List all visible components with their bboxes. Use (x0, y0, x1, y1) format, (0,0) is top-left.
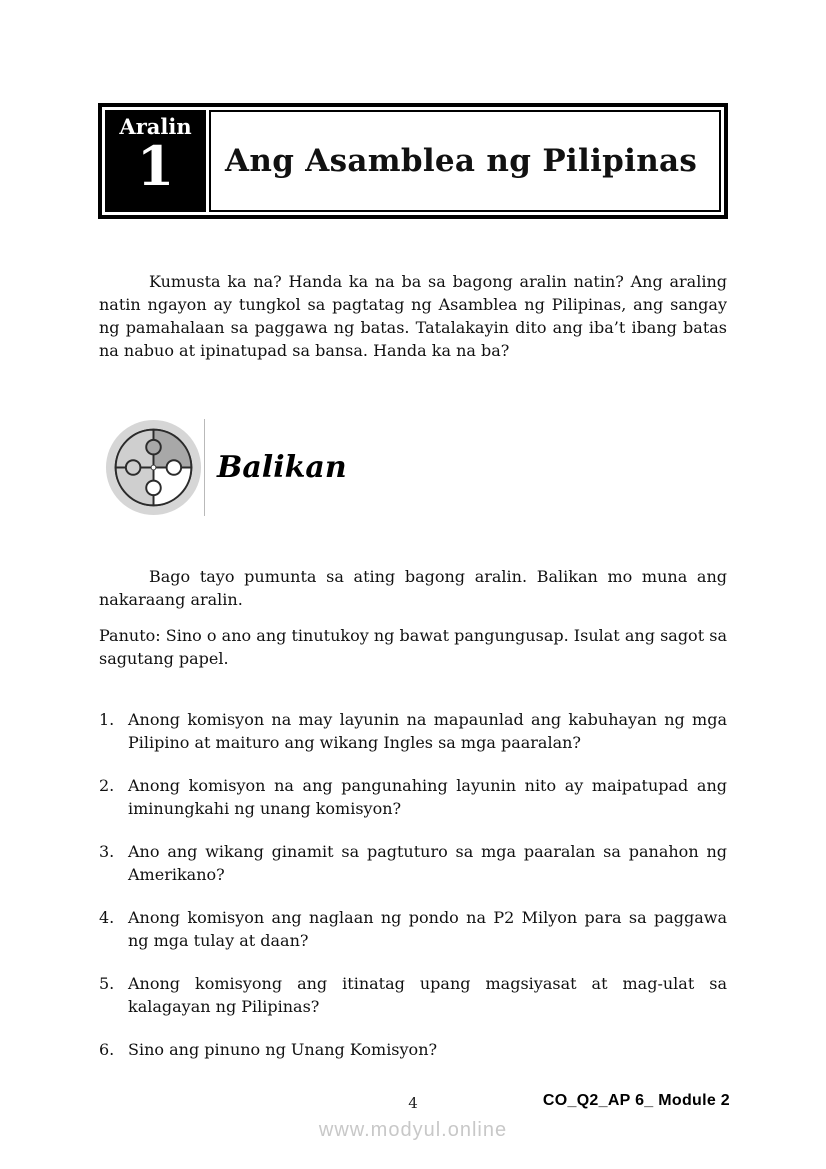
question-text: Ano ang wikang ginamit sa pagtuturo sa mga paaralan sa panahon ng Amerikano? (128, 842, 727, 884)
watermark-text: www.modyul.online (318, 1119, 508, 1141)
question-text: Sino ang pinuno ng Unang Komisyon? (128, 1040, 438, 1059)
lesson-header-box (98, 103, 728, 219)
question-list (99, 708, 727, 1081)
review-section-header (99, 417, 347, 517)
question-number: 3. (99, 842, 115, 861)
question-text: Anong komisyon ang naglaan ng pondo na P2 Milyon para sa paggawa ng mga tulay at daan? (128, 908, 727, 950)
section-title: Balikan (217, 449, 347, 485)
section-divider-line (204, 419, 205, 516)
question-text: Anong komisyon na may layunin na mapaunlad ang kabuhayan ng mga Pilipino at maituro ang wikang Ingles sa mga paaralan? (128, 710, 727, 752)
question-item (99, 840, 727, 886)
review-intro-paragraph: Bago tayo pumunta sa ating bagong aralin. Balikan mo muna ang nakaraang aralin. (99, 567, 727, 609)
lesson-label: Aralin (119, 114, 192, 139)
question-item (99, 1038, 727, 1061)
lesson-number-cell (105, 110, 206, 212)
question-number: 4. (99, 908, 115, 927)
page-number: 4 (408, 1094, 418, 1112)
question-number: 2. (99, 776, 115, 795)
question-number: 6. (99, 1040, 115, 1059)
lesson-title-cell (209, 110, 721, 212)
instructions-paragraph: Panuto: Sino o ano ang tinutukoy ng bawat pangungusap. Isulat ang sagot sa sagutang papel. (99, 626, 727, 668)
question-item (99, 972, 727, 1018)
intro-paragraph: Kumusta ka na? Handa ka na ba sa bagong aralin natin? Ang araling natin ngayon ay tungkol sa pagtatag ng Asamblea ng Pilipinas, ang sangay ng pamahalaan sa paggawa ng batas. Tatalakayin dito ang iba’t ibang batas na nabuo at ipinatupad sa bansa. Handa ka na ba? (99, 272, 727, 360)
question-text: Anong komisyong ang itinatag upang magsiyasat at mag-ulat sa kalagayan ng Pilipinas? (128, 974, 727, 1016)
question-item (99, 774, 727, 820)
question-number: 1. (99, 710, 115, 729)
question-text: Anong komisyon na ang pangunahing layunin nito ay maipatupad ang iminungkahi ng unang komisyon? (128, 776, 727, 818)
page-title: Ang Asamblea ng Pilipinas (225, 143, 698, 179)
question-item (99, 708, 727, 754)
module-code: CO_Q2_AP 6_ Module 2 (542, 1092, 730, 1109)
question-item (99, 906, 727, 952)
question-number: 5. (99, 974, 115, 993)
puzzle-icon (105, 419, 202, 516)
lesson-number: 1 (136, 134, 175, 199)
